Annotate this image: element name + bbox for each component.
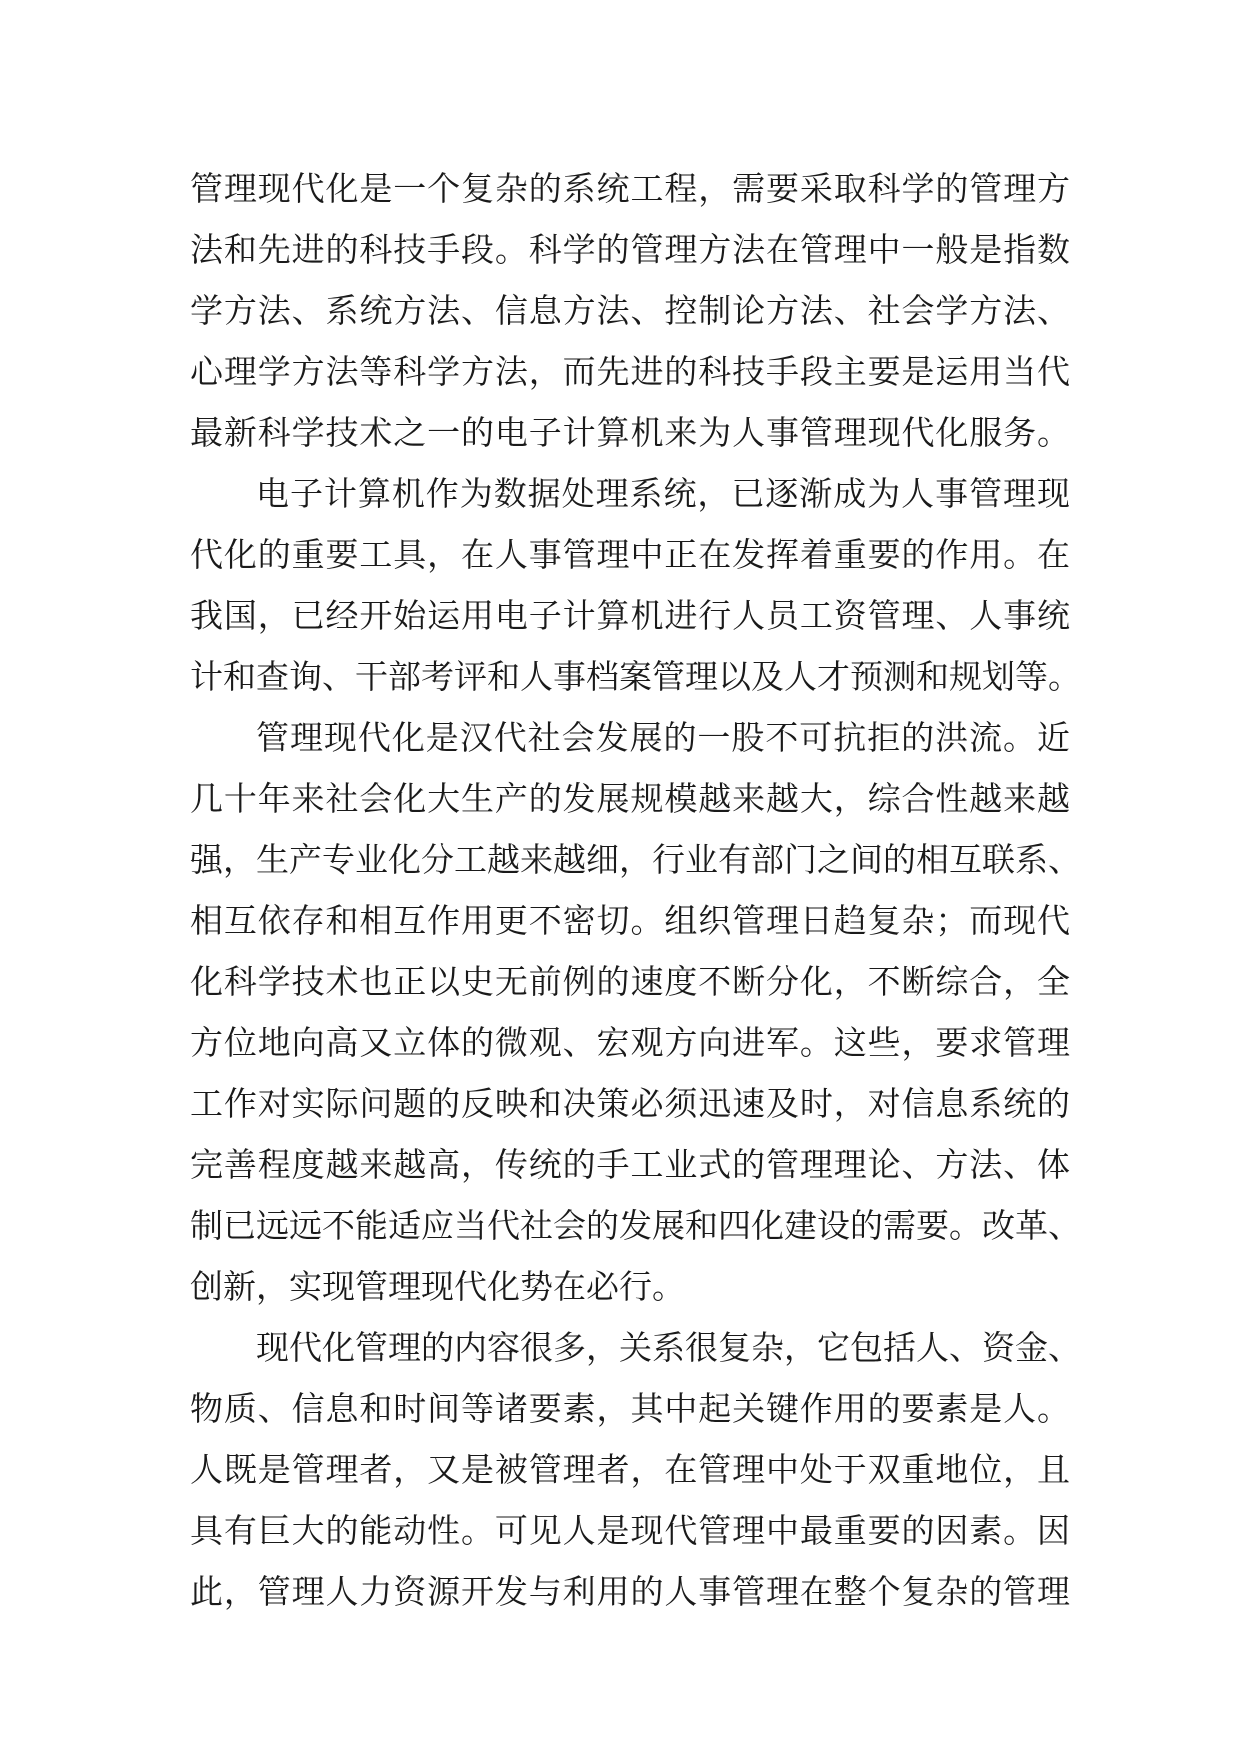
text-line: 方位地向高又立体的微观、宏观方向进军。这些，要求管理 <box>190 1023 1070 1062</box>
text-line: 化科学技术也正以史无前例的速度不断分化，不断综合，全 <box>190 962 1070 1001</box>
text-line: 代化的重要工具，在人事管理中正在发挥着重要的作用。在 <box>190 535 1070 574</box>
text-line: 现代化管理的内容很多，关系很复杂，它包括人、资金、 <box>256 1328 1081 1367</box>
text-line: 工作对实际问题的反映和决策必须迅速及时，对信息系统的 <box>190 1084 1070 1123</box>
text-line: 相互依存和相互作用更不密切。组织管理日趋复杂；而现代 <box>190 901 1070 940</box>
text-line: 最新科学技术之一的电子计算机来为人事管理现代化服务。 <box>190 413 1070 452</box>
text-line: 几十年来社会化大生产的发展规模越来越大，综合性越来越 <box>190 779 1070 818</box>
text-line: 完善程度越来越高，传统的手工业式的管理理论、方法、体 <box>190 1145 1070 1184</box>
body-text <box>190 158 1081 1622</box>
text-line: 计和查询、干部考评和人事档案管理以及人才预测和规划等。 <box>190 657 1081 696</box>
text-line: 人既是管理者，又是被管理者，在管理中处于双重地位，且 <box>190 1450 1070 1489</box>
text-line: 学方法、系统方法、信息方法、控制论方法、社会学方法、 <box>190 291 1070 330</box>
text-line: 管理现代化是一个复杂的系统工程，需要采取科学的管理方 <box>190 169 1070 208</box>
text-line: 心理学方法等科学方法，而先进的科技手段主要是运用当代 <box>190 352 1070 391</box>
text-line: 制已远远不能适应当代社会的发展和四化建设的需要。改革、 <box>190 1206 1081 1245</box>
text-line: 强，生产专业化分工越来越细，行业有部门之间的相互联系、 <box>190 840 1081 879</box>
text-line: 我国，已经开始运用电子计算机进行人员工资管理、人事统 <box>190 596 1070 635</box>
text-line: 此，管理人力资源开发与利用的人事管理在整个复杂的管理 <box>190 1572 1070 1611</box>
text-line: 法和先进的科技手段。科学的管理方法在管理中一般是指数 <box>190 230 1070 269</box>
text-line: 物质、信息和时间等诸要素，其中起关键作用的要素是人。 <box>190 1389 1070 1428</box>
text-line: 具有巨大的能动性。可见人是现代管理中最重要的因素。因 <box>190 1511 1070 1550</box>
text-line: 创新，实现管理现代化势在必行。 <box>190 1267 685 1306</box>
text-line: 电子计算机作为数据处理系统，已逐渐成为人事管理现 <box>256 474 1070 513</box>
text-line: 管理现代化是汉代社会发展的一股不可抗拒的洪流。近 <box>256 718 1070 757</box>
